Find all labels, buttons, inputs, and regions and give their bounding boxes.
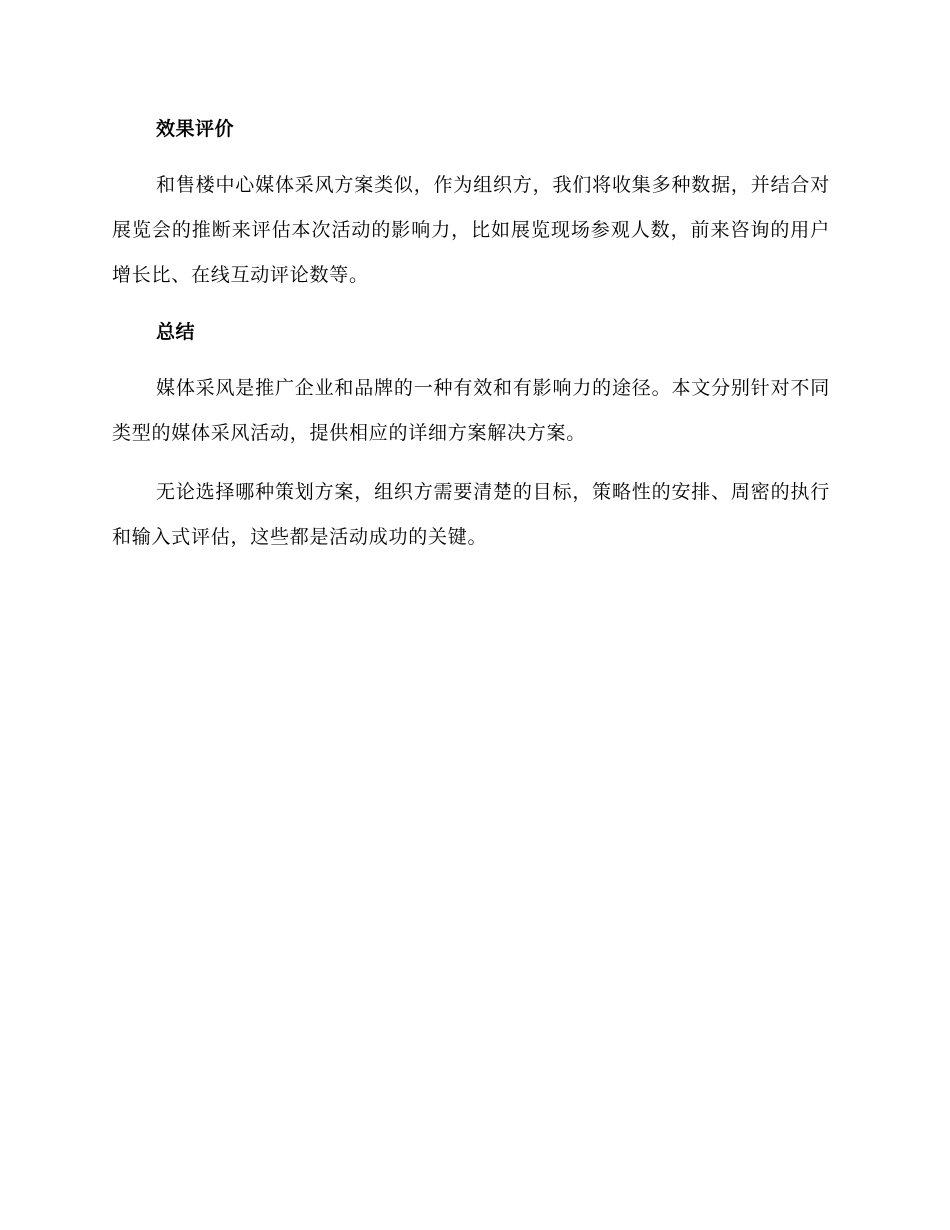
paragraph-evaluation: 和售楼中心媒体采风方案类似，作为组织方，我们将收集多种数据，并结合对展览会的推断来评估本次活动的影响力，比如展览现场参观人数，前来咨询的用户增长比、在线互动评论数等。: [112, 174, 830, 286]
document-body: [112, 112, 830, 560]
section-heading-summary: 总结: [156, 321, 196, 343]
paragraph-summary-1: 媒体采风是推广企业和品牌的一种有效和有影响力的途径。本文分别针对不同类型的媒体采风活动，提供相应的详细方案解决方案。: [112, 377, 830, 444]
section-heading-evaluation: 效果评价: [156, 118, 235, 140]
paragraph-summary-2: 无论选择哪种策划方案，组织方需要清楚的目标，策略性的安排、周密的执行和输入式评估，这些都是活动成功的关键。: [112, 481, 830, 548]
